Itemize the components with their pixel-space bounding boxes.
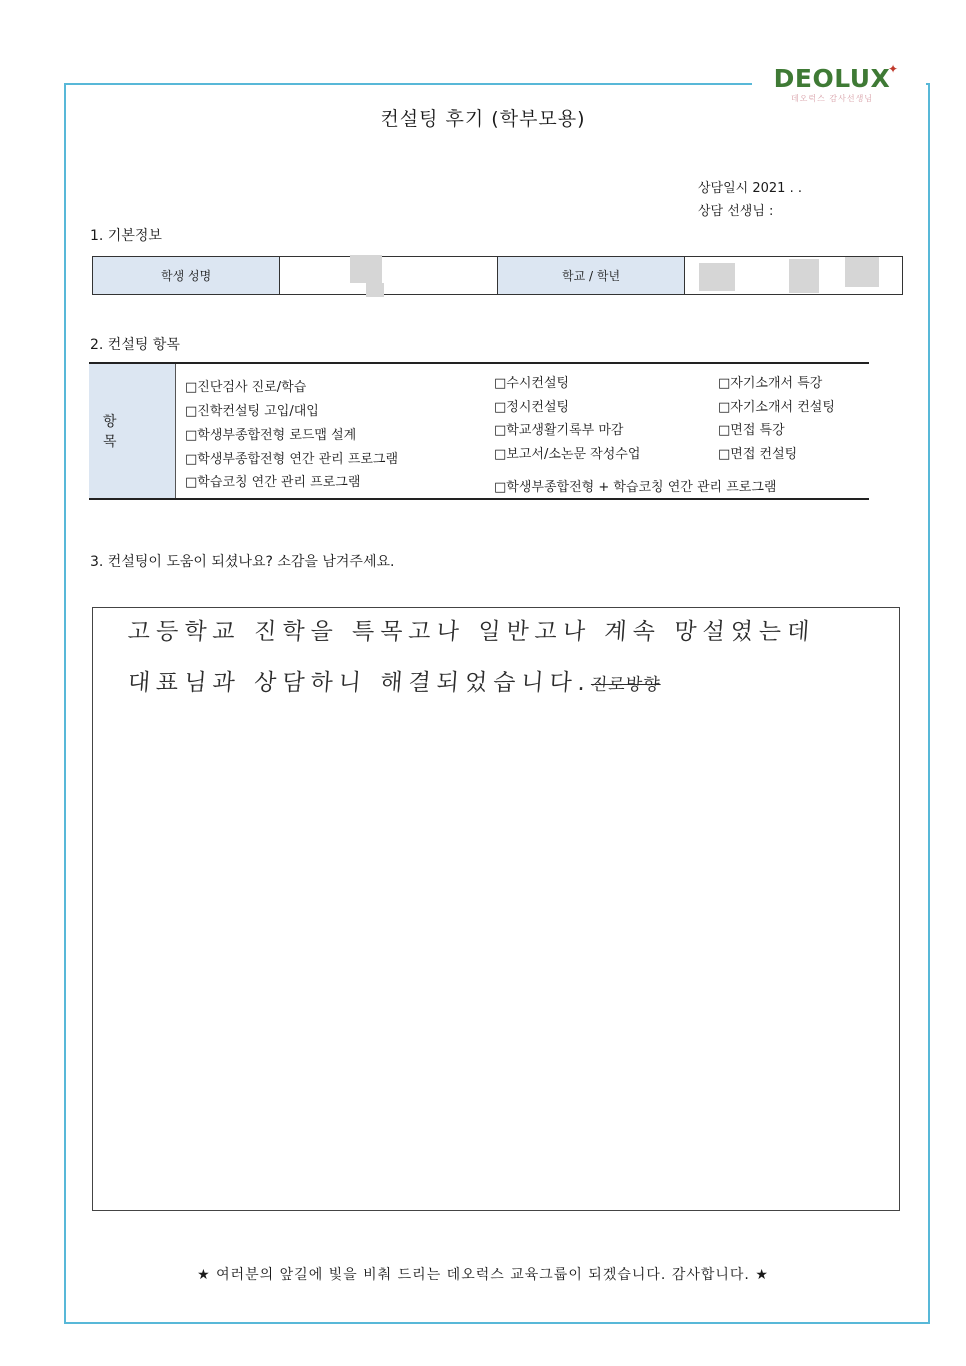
redaction-blur — [350, 255, 382, 283]
handwritten-review-line — [127, 664, 662, 697]
option-checkbox: □학생부종합전형 연간 관리 프로그램 — [185, 452, 399, 467]
consulting-items-table — [89, 362, 869, 500]
redaction-blur — [366, 283, 384, 297]
handwritten-text: 대표님과 상담하니 해결되었습니다. — [126, 670, 592, 696]
review-box — [92, 607, 900, 1211]
redaction-blur — [789, 259, 819, 293]
sparkle-icon: ✦ — [888, 62, 899, 76]
option-checkbox: □학생부종합전형 로드맵 설계 — [185, 428, 357, 443]
student-name-field — [280, 257, 498, 295]
option-checkbox: □정시컨설팅 — [494, 400, 570, 415]
page-title: 컨설팅 후기 (학부모용) — [380, 108, 586, 130]
consult-date: 상담일시 2021 . . — [698, 181, 802, 196]
handwritten-review-line: 고등학교 진학을 특목고나 일반고나 계속 망설였는데 — [126, 619, 817, 645]
option-checkbox: □면접 컨설팅 — [718, 447, 798, 462]
consult-teacher: 상담 선생님 : — [698, 204, 774, 219]
footer-message: ★ 여러분의 앞길에 빛을 비춰 드리는 데오럭스 교육그룹이 되겠습니다. 감사합니다. ★ — [197, 1267, 769, 1283]
option-checkbox: □학생부종합전형 + 학습코칭 연간 관리 프로그램 — [494, 480, 777, 495]
option-checkbox: □진단검사 진로/학습 — [185, 380, 307, 395]
redaction-blur — [845, 257, 879, 287]
section-review-heading: 3. 컨설팅이 도움이 되셨나요? 소감을 남겨주세요. — [90, 554, 395, 570]
redaction-blur — [699, 263, 735, 291]
deolux-logo — [762, 64, 902, 104]
basic-info-table — [92, 256, 903, 295]
option-checkbox: □학습코칭 연간 관리 프로그램 — [185, 475, 361, 490]
student-name-label: 학생 성명 — [93, 257, 280, 295]
option-checkbox: □면접 특강 — [718, 423, 785, 438]
option-checkbox: □학교생활기록부 마감 — [494, 423, 624, 438]
option-checkbox: □보고서/소논문 작성수업 — [494, 447, 641, 462]
school-grade-label: 학교 / 학년 — [497, 257, 684, 295]
option-checkbox: □진학컨설팅 고입/대입 — [185, 404, 319, 419]
section-basic-info-heading: 1. 기본정보 — [90, 228, 162, 244]
option-checkbox: □수시컨설팅 — [494, 376, 570, 391]
logo-wordmark: DEOLUX — [773, 64, 891, 93]
school-grade-field — [685, 257, 903, 295]
struck-out-text: 진로방향 — [590, 675, 662, 695]
logo-subtitle: 데오럭스 감사선생님 — [790, 94, 874, 103]
option-checkbox: □자기소개서 컨설팅 — [718, 400, 835, 415]
option-checkbox: □자기소개서 특강 — [718, 376, 823, 391]
items-row-header: 항 목 — [89, 364, 176, 498]
section-items-heading: 2. 컨설팅 항목 — [90, 337, 180, 353]
